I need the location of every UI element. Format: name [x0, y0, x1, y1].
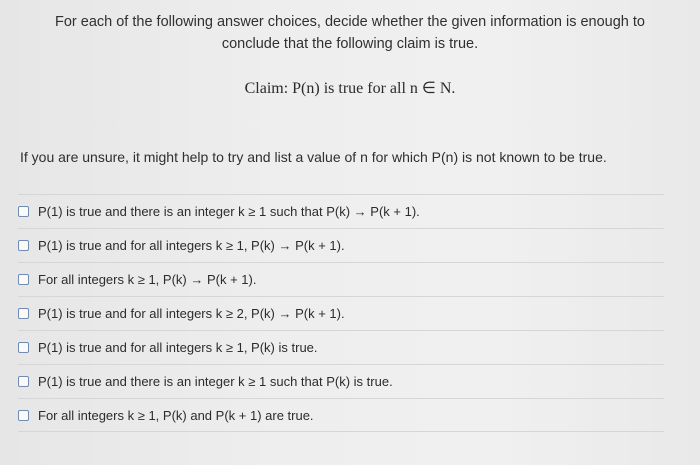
- option-label: P(1) is true and for all integers k ≥ 2, P(k) → P(k + 1).: [38, 306, 345, 321]
- checkbox-icon[interactable]: [18, 274, 29, 285]
- option-row[interactable]: [18, 364, 664, 398]
- checkbox-icon[interactable]: [18, 240, 29, 251]
- option-label: P(1) is true and for all integers k ≥ 1, P(k) is true.: [38, 340, 318, 355]
- answer-options: [18, 194, 664, 432]
- option-label: P(1) is true and for all integers k ≥ 1, P(k) → P(k + 1).: [38, 238, 345, 253]
- checkbox-icon[interactable]: [18, 376, 29, 387]
- option-label: For all integers k ≥ 1, P(k) → P(k + 1).: [38, 272, 257, 287]
- claim-text: Claim: P(n) is true for all n ∈ N.: [244, 80, 456, 97]
- option-label: For all integers k ≥ 1, P(k) and P(k + 1) are true.: [38, 407, 314, 423]
- checkbox-icon[interactable]: [18, 410, 29, 421]
- option-row[interactable]: [18, 398, 664, 432]
- hint-text: If you are unsure, it might help to try and list a value of n for which P(n) is not known to be true.: [20, 149, 607, 165]
- checkbox-icon[interactable]: [18, 342, 29, 353]
- option-row[interactable]: [18, 330, 664, 364]
- checkbox-icon[interactable]: [18, 308, 29, 319]
- option-row[interactable]: [18, 228, 664, 262]
- intro-text: For each of the following answer choices, decide whether the given information is enough to conclude that the following claim is true.: [54, 14, 645, 52]
- checkbox-icon[interactable]: [18, 206, 29, 217]
- option-row[interactable]: [18, 262, 664, 296]
- option-label: P(1) is true and there is an integer k ≥ 1 such that P(k) is true.: [38, 374, 393, 389]
- option-row[interactable]: [18, 194, 664, 228]
- option-label: P(1) is true and there is an integer k ≥ 1 such that P(k) → P(k + 1).: [38, 204, 420, 219]
- option-row[interactable]: [18, 296, 664, 330]
